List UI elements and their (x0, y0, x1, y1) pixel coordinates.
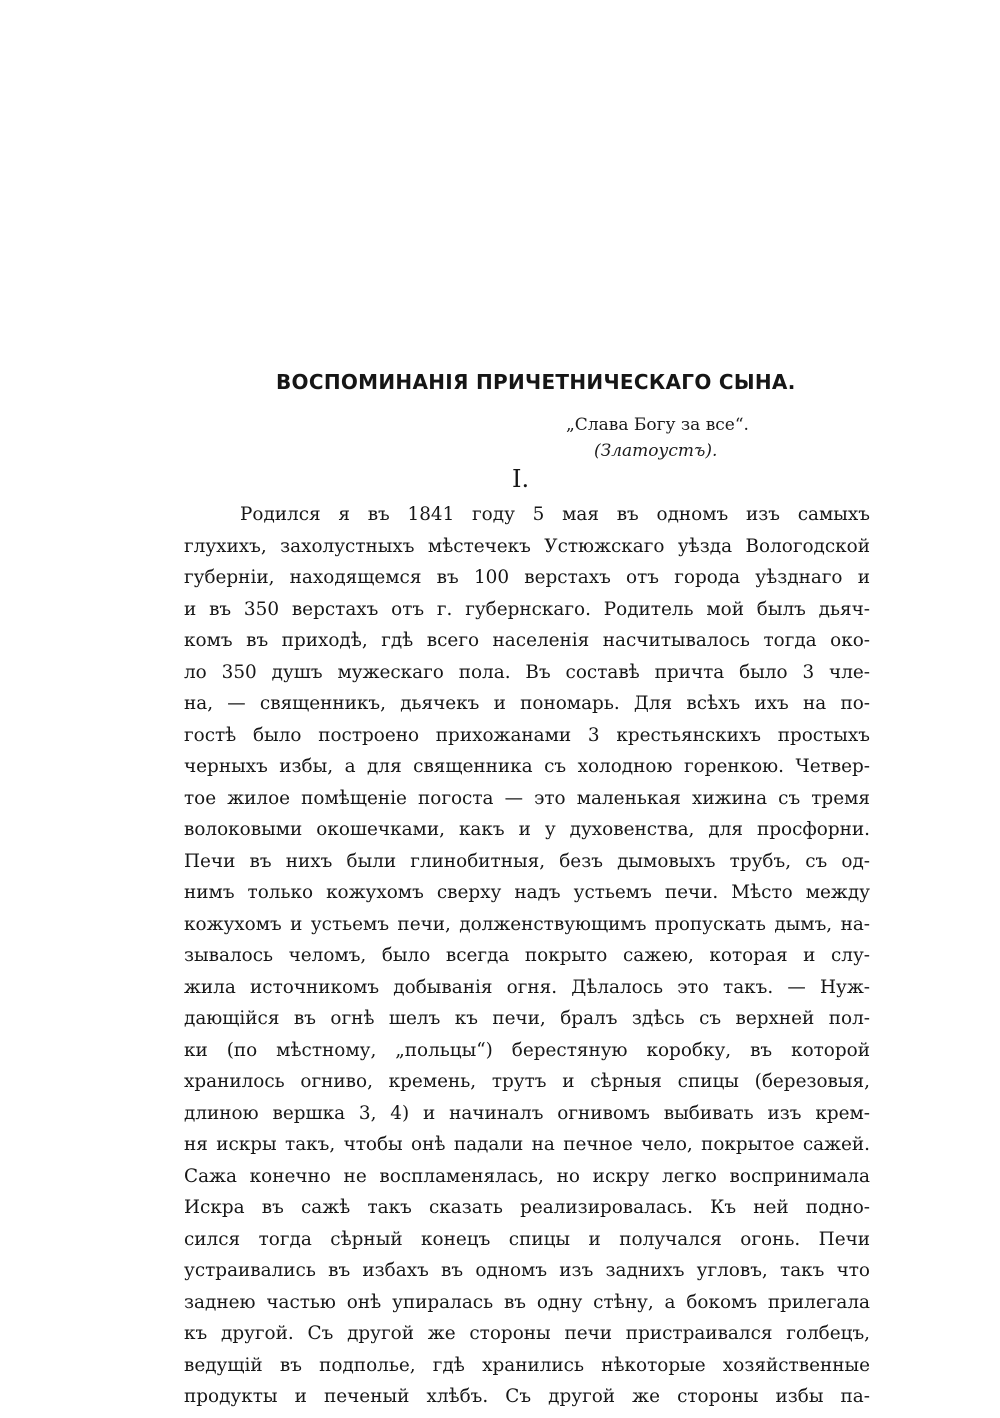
text-line: заднею частью онѣ упиралась въ одну стѣну, а бокомъ прилегала (184, 1291, 870, 1313)
text-line: на, — священникъ, дьячекъ и пономарь. Для всѣхъ ихъ на по- (184, 693, 870, 714)
text-line: Искра въ сажѣ такъ сказать реализировалась. Къ ней подно- (184, 1197, 870, 1218)
text-line: ло 350 душъ мужескаго пола. Въ составѣ причта было 3 чле- (184, 661, 870, 683)
text-line: длиною вершка 3, 4) и начиналъ огнивомъ выбивать изъ крем- (184, 1102, 870, 1124)
text-line: зывалось челомъ, было всегда покрыто сажею, которая и слу- (184, 945, 870, 966)
text-line: волоковыми окошечками, какъ и у духовенства, для просфорни. (184, 819, 870, 840)
chapter-number: I. (512, 465, 530, 493)
text-line: комъ въ приходѣ, гдѣ всего населенія насчитывалось тогда око- (184, 630, 870, 651)
text-line: Родился я въ 1841 году 5 мая въ одномъ изъ самыхъ (240, 504, 870, 525)
text-line: къ другой. Съ другой же стороны печи пристраивался голбецъ, (184, 1323, 870, 1344)
text-line: черныхъ избы, а для священника съ холодною горенкою. Четвер- (184, 756, 870, 777)
text-line: ведущій въ подполье, гдѣ хранились нѣкоторые хозяйственные (184, 1354, 870, 1376)
text-line: продукты и печеный хлѣбъ. Съ другой же стороны избы па- (184, 1386, 870, 1407)
page-title: ВОСПОМИНАНІЯ ПРИЧЕТНИЧЕСКАГО СЫНА. (276, 370, 796, 394)
body-text (184, 499, 870, 1413)
text-line: кожухомъ и устьемъ печи, долженствующимъ пропускать дымъ, на- (184, 913, 870, 935)
text-line: сился тогда сѣрный конецъ спицы и получался огонь. Печи (184, 1228, 870, 1250)
text-line: ки (по мѣстному, „польцы“) берестяную коробку, въ которой (184, 1039, 870, 1061)
text-line: ня искры такъ, чтобы онѣ падали на печное чело, покрытое сажей. (184, 1134, 870, 1155)
epigraph-quote: „Слава Богу за все“. (566, 415, 749, 435)
text-line: гостѣ было построено прихожанами 3 крестьянскихъ простыхъ (184, 724, 870, 746)
text-line: Печи въ нихъ были глинобитныя, безъ дымовыхъ трубъ, съ од- (184, 850, 870, 872)
text-line: Сажа конечно не воспламенялась, но искру легко воспринимала (184, 1165, 870, 1187)
text-line: хранилось огниво, кремень, трутъ и сѣрныя спицы (березовыя, (184, 1071, 870, 1092)
text-line: устраивались въ избахъ въ одномъ изъ заднихъ угловъ, такъ что (184, 1260, 870, 1281)
epigraph-source: (Златоустъ). (594, 441, 718, 461)
text-line: губерніи, находящемся въ 100 верстахъ отъ города уѣзднаго и (184, 567, 870, 588)
epigraph (566, 412, 826, 464)
text-line: дающійся въ огнѣ шелъ къ печи, бралъ здѣсь съ верхней пол- (184, 1008, 870, 1029)
text-line: жила источникомъ добыванія огня. Дѣлалось это такъ. — Нуж- (184, 976, 870, 998)
text-line: нимъ только кожухомъ сверху надъ устьемъ печи. Мѣсто между (184, 882, 870, 903)
text-line: и въ 350 верстахъ отъ г. губернскаго. Родитель мой былъ дьяч- (184, 598, 870, 620)
text-line: тое жилое помѣщеніе погоста — это маленькая хижина съ тремя (184, 787, 870, 809)
text-line: глухихъ, захолустныхъ мѣстечекъ Устюжскаго уѣзда Вологодской (184, 535, 870, 557)
